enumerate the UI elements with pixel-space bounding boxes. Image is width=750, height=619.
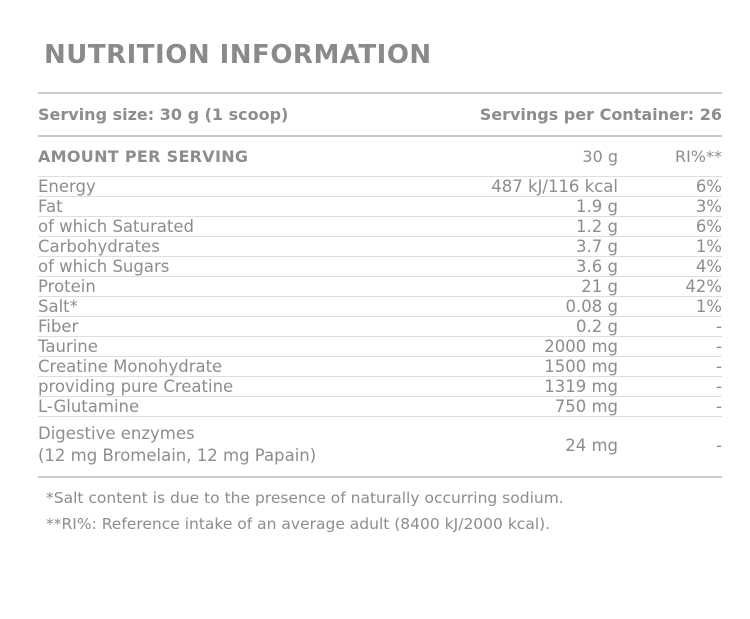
table-row <box>38 257 722 277</box>
nutrient-ri: - <box>618 317 722 337</box>
nutrient-name: Fat <box>38 197 368 217</box>
nutrient-ri: 1% <box>618 297 722 317</box>
nutrient-ri: - <box>618 377 722 397</box>
enzyme-name-line-2: (12 mg Bromelain, 12 mg Papain) <box>38 446 317 466</box>
table-row <box>38 237 722 257</box>
nutrient-amount: 1.2 g <box>368 217 618 237</box>
nutrient-name: Energy <box>38 177 368 197</box>
nutrient-ri: - <box>618 357 722 377</box>
table-row <box>38 377 722 397</box>
nutrient-ri: 1% <box>618 237 722 257</box>
nutrient-ri: 3% <box>618 197 722 217</box>
amount-per-serving-header: AMOUNT PER SERVING <box>38 136 368 177</box>
nutrient-amount: 2000 mg <box>368 337 618 357</box>
nutrient-name: Fiber <box>38 317 368 337</box>
table-row <box>38 217 722 237</box>
nutrient-ri: - <box>618 397 722 417</box>
nutrient-amount: 21 g <box>368 277 618 297</box>
amount-column-header: 30 g <box>368 136 618 177</box>
nutrient-ri: 4% <box>618 257 722 277</box>
servings-per-container-label: Servings per Container: 26 <box>368 93 722 136</box>
serving-info-row <box>38 93 722 136</box>
nutrient-amount: 3.7 g <box>368 237 618 257</box>
ri-column-header: RI%** <box>618 136 722 177</box>
table-row <box>38 277 722 297</box>
nutrition-table <box>38 92 722 474</box>
nutrient-ri: - <box>618 337 722 357</box>
table-row <box>38 317 722 337</box>
nutrient-amount: 750 mg <box>368 397 618 417</box>
nutrient-name: Protein <box>38 277 368 297</box>
nutrient-name: Taurine <box>38 337 368 357</box>
nutrient-name: L-Glutamine <box>38 397 368 417</box>
footnote-salt: *Salt content is due to the presence of naturally occurring sodium. <box>46 488 564 507</box>
table-row <box>38 357 722 377</box>
serving-size-label: Serving size: 30 g (1 scoop) <box>38 93 368 136</box>
nutrient-name: Creatine Monohydrate <box>38 357 368 377</box>
nutrient-amount: 3.6 g <box>368 257 618 277</box>
table-row <box>38 397 722 417</box>
table-row <box>38 197 722 217</box>
table-row <box>38 177 722 197</box>
table-row <box>38 417 722 474</box>
page-title: NUTRITION INFORMATION <box>44 40 432 70</box>
nutrient-amount: 1.9 g <box>368 197 618 217</box>
nutrient-ri: 6% <box>618 177 722 197</box>
nutrient-ri: 6% <box>618 217 722 237</box>
nutrient-amount: 1500 mg <box>368 357 618 377</box>
nutrient-name: providing pure Creatine <box>38 377 368 397</box>
nutrient-name: of which Saturated <box>38 217 368 237</box>
nutrient-amount: 0.2 g <box>368 317 618 337</box>
footnotes <box>38 476 722 540</box>
nutrient-name: Carbohydrates <box>38 237 368 257</box>
nutrient-amount: 0.08 g <box>368 297 618 317</box>
table-row <box>38 337 722 357</box>
table-header-row <box>38 136 722 177</box>
nutrient-name: of which Sugars <box>38 257 368 277</box>
nutrient-amount: 1319 mg <box>368 377 618 397</box>
nutrient-ri: - <box>618 417 722 474</box>
nutrient-name: Salt* <box>38 297 368 317</box>
table-row <box>38 297 722 317</box>
footnote-ri: **RI%: Reference intake of an average adult (8400 kJ/2000 kcal). <box>46 514 551 533</box>
nutrient-amount: 487 kJ/116 kcal <box>368 177 618 197</box>
nutrient-name <box>38 417 368 474</box>
nutrient-ri: 42% <box>618 277 722 297</box>
nutrient-amount: 24 mg <box>368 417 618 474</box>
enzyme-name-line-1: Digestive enzymes <box>38 424 195 443</box>
